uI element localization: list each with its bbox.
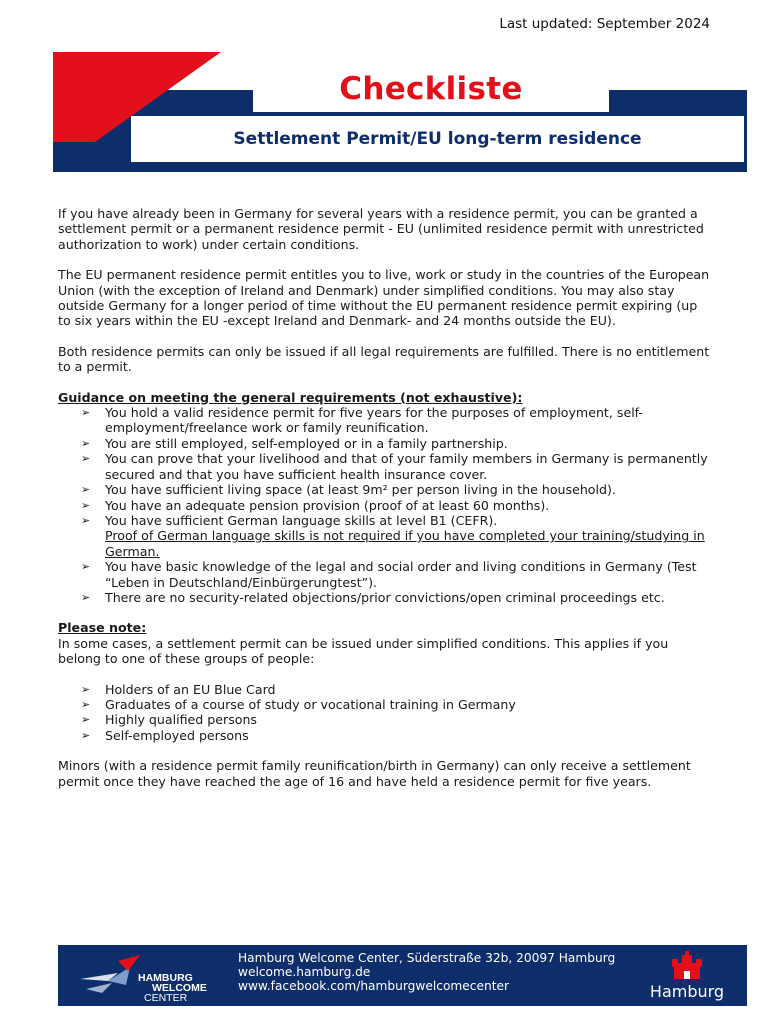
arrow-bullet-icon: ➢ bbox=[81, 590, 91, 604]
please-note-text: In some cases, a settlement permit can be issued under simplified conditions. This applies if you belong to one of these groups of people: bbox=[58, 635, 669, 667]
title-box bbox=[253, 66, 609, 112]
website-link[interactable]: welcome.hamburg.de bbox=[238, 965, 371, 980]
arrow-bullet-icon: ➢ bbox=[81, 483, 91, 497]
guidance-heading: Guidance on meeting the general requirements (not exhaustive): bbox=[58, 389, 523, 405]
document-body bbox=[58, 206, 712, 804]
page-title: Checkliste bbox=[339, 71, 523, 107]
list-item: ➢ Self-employed persons bbox=[81, 727, 249, 743]
hamburg-city-logo bbox=[645, 949, 729, 1003]
hamburg-logo-text: Hamburg bbox=[649, 982, 725, 1001]
list-item: ➢ You hold a valid residence permit for five years for the purposes of employment, self-employment/freelance work or family reunification. bbox=[81, 405, 643, 436]
page-footer bbox=[58, 945, 747, 1006]
list-item: ➢ You can prove that your livelihood and that of your family members in Germany is permanently secured and that you have sufficient health insurance cover. bbox=[81, 451, 708, 482]
arrow-bullet-icon: ➢ bbox=[81, 406, 91, 420]
logo-text-hamburg: HAMBURG bbox=[138, 972, 193, 984]
facebook-link[interactable]: www.facebook.com/hamburgwelcomecenter bbox=[238, 979, 509, 994]
document-header bbox=[53, 52, 747, 172]
arrow-bullet-icon: ➢ bbox=[81, 682, 91, 696]
castle-icon bbox=[670, 951, 704, 981]
contact-info bbox=[238, 951, 615, 994]
list-item: ➢ Highly qualified persons bbox=[81, 712, 257, 728]
arrow-bullet-icon: ➢ bbox=[81, 513, 91, 527]
list-item: ➢ You are still employed, self-employed or in a family partnership. bbox=[81, 435, 508, 451]
logo-text-welcome: WELCOME bbox=[152, 982, 207, 994]
address-text: Hamburg Welcome Center, Süderstraße 32b, 20097 Hamburg bbox=[238, 951, 616, 965]
list-item: ➢ Holders of an EU Blue Card bbox=[81, 681, 276, 697]
minors-paragraph: Minors (with a residence permit family reunification/birth in Germany) can only receive a settlement permit once they have reached the age of 16 and have held a residence permit for five years. bbox=[58, 758, 691, 789]
requirements-list bbox=[58, 405, 712, 605]
list-item: ➢ You have an adequate pension provision (proof of at least 60 months). bbox=[81, 497, 550, 513]
logo-text-center: CENTER bbox=[144, 992, 188, 1004]
arrow-bullet-icon: ➢ bbox=[81, 713, 91, 727]
arrow-bullet-icon: ➢ bbox=[81, 697, 91, 711]
intro-paragraph-3: Both residence permits can only be issued if all legal requirements are fulfilled. There is no entitlement to a permit. bbox=[58, 343, 710, 375]
last-updated: Last updated: September 2024 bbox=[499, 16, 710, 32]
arrow-bullet-icon: ➢ bbox=[81, 498, 91, 512]
list-item: ➢ You have sufficient living space (at least 9m² per person living in the household). bbox=[81, 482, 616, 498]
list-item: ➢ Graduates of a course of study or vocational training in Germany bbox=[81, 696, 516, 712]
page-subtitle: Settlement Permit/EU long-term residence bbox=[233, 129, 642, 149]
list-item: ➢ You have basic knowledge of the legal and social order and living conditions in Germany (Test “Leben in Deutschland/Einbürgerungtest”). bbox=[81, 559, 697, 590]
arrow-bullet-icon: ➢ bbox=[81, 728, 91, 742]
arrow-bullet-icon: ➢ bbox=[81, 452, 91, 466]
intro-paragraph-1: If you have already been in Germany for several years with a residence permit, you can be granted a settlement permit or a permanent residence permit - EU (unlimited residence permit with unrestricted authorization to work) under certain conditions. bbox=[58, 206, 704, 252]
groups-list bbox=[58, 682, 712, 744]
list-item: ➢ You have sufficient German language skills at level B1 (CEFR). Proof of German language skills is not required if you have completed your training/studying in German. bbox=[58, 513, 712, 559]
subtitle-box bbox=[131, 116, 744, 162]
arrow-bullet-icon: ➢ bbox=[81, 560, 91, 574]
please-note-heading: Please note: bbox=[58, 620, 147, 636]
language-exemption-note: Proof of German language skills is not required if you have completed your training/studying in German. bbox=[105, 528, 705, 559]
list-item: ➢ There are no security-related objections/prior convictions/open criminal proceedings etc. bbox=[81, 589, 665, 605]
hamburg-welcome-center-logo bbox=[78, 951, 208, 1003]
arrow-bullet-icon: ➢ bbox=[81, 436, 91, 450]
intro-paragraph-2: The EU permanent residence permit entitles you to live, work or study in the countries of the European Union (with the exception of Ireland and Denmark) under simplified conditions. You may also stay outside Germany for a longer period of time without the EU permanent residence permit expiring (up to six years within the EU -except Ireland and Denmark- and 24 months outside the EU). bbox=[58, 267, 710, 329]
